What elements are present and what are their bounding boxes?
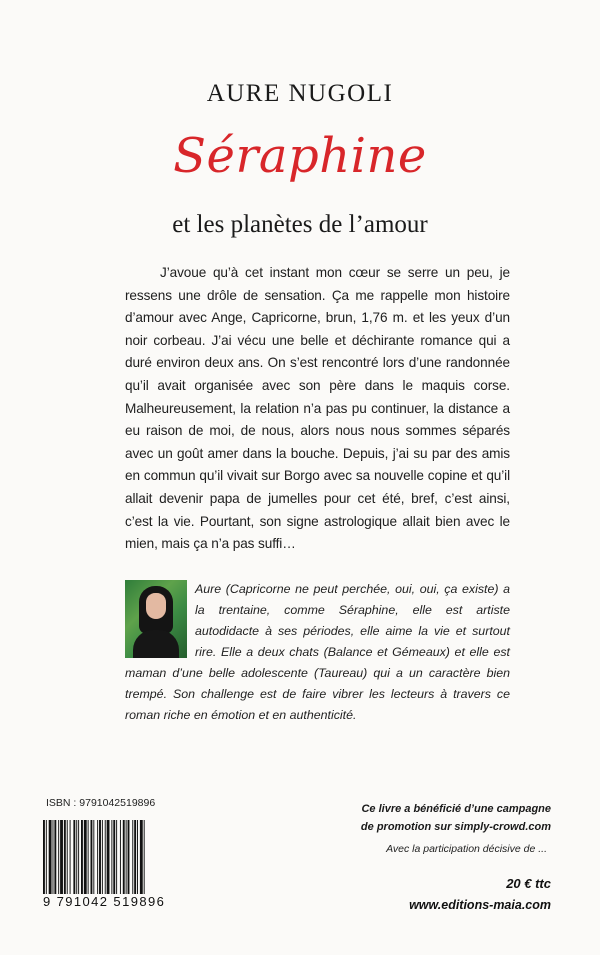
book-excerpt: J’avoue qu’à cet instant mon cœur se serre un peu, je ressens une drôle de sensation. Ça me rappelle mon histoire d’amour avec Ange, Capricorne, brun, 1,76 m. et les yeux d’un noir corbeau. J’ai vécu une belle et déchirante romance qui a duré environ deux ans. On s’est rencontré lors d’une randonnée qu’il avait organisée avec son père dans le maquis corse. Malheureusement, la relation n’a pas pu continuer, la distance a eu raison de moi, de nous, alors nous nous sommes séparés avec un goût amer dans la bouche. Depuis, j’ai su par des amis en commun qu’il vivait sur Borgo avec sa nouvelle copine et qu’il allait devenir papa de jumelles pour cet été, bref, c’est ainsi, c’est la vie. Pourtant, son signe astrologique allait bien avec le mien, mais ça n’a pas suffi… (125, 265, 510, 552)
author-bio: Aure (Capricorne ne peut perchée, oui, oui, ça existe) a la trentaine, comme Séraphine, elle est artiste autodidacte à ses périodes, elle aime la vie et surtout rire. Elle a deux chats (Balance et Gémeaux) et elle est maman d’une belle adolescente (Taureau) qui a un caractère bien trempé. Son challenge est de faire vibrer les lecteurs à travers ce roman riche en émotion et en authenticité. (125, 582, 510, 722)
isbn-label: ISBN : 9791042519896 (46, 797, 156, 809)
price: 20 € ttc (506, 876, 551, 891)
barcode-digits: 9 791042 519896 (42, 894, 168, 916)
publisher-website: www.editions-maia.com (409, 898, 551, 912)
author-bio-block (125, 579, 510, 726)
promo-text (311, 800, 551, 836)
promo-line-1: Ce livre a bénéficié d’une campagne (361, 803, 551, 815)
author-name: AURE NUGOLI (206, 80, 394, 107)
promo-line-2: de promotion sur simply-crowd.com (360, 821, 551, 833)
book-title: Séraphine (173, 128, 427, 184)
participation-text: Avec la participation décisive de ... (386, 843, 547, 855)
book-subtitle: et les planètes de l’amour (172, 211, 428, 238)
